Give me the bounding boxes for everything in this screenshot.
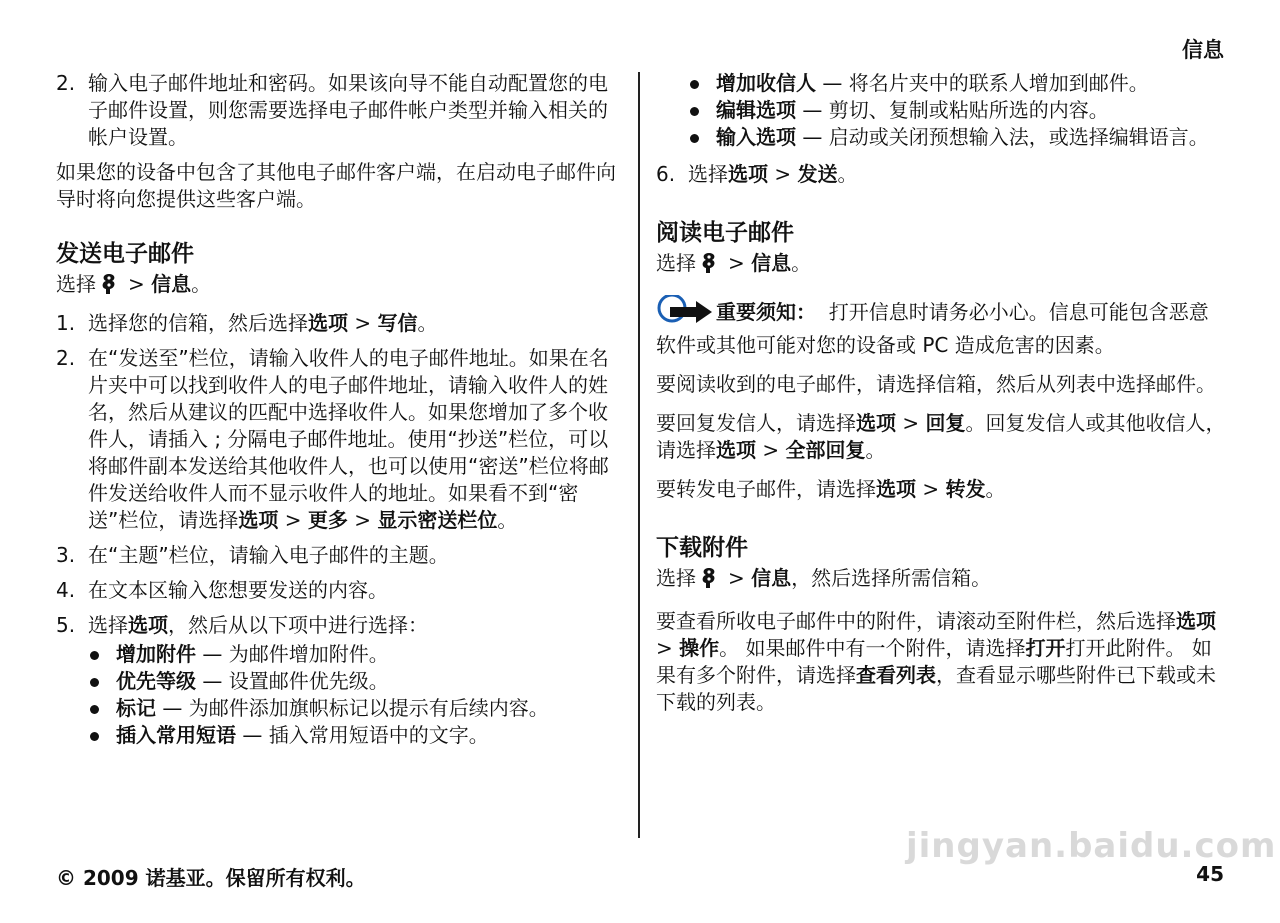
option-list	[56, 641, 624, 749]
page-number: 45	[1196, 862, 1224, 886]
list-item: 6. 选择选项 > 发送。	[656, 162, 858, 186]
paragraph: 如果您的设备中包含了其他电子邮件客户端，在启动电子邮件向导时将向您提供这些客户端。	[56, 160, 616, 211]
important-notice: 重要须知： 打开信息时请务必小心。信息可能包含恶意软件或其他可能对您的设备或 PC 造成危害的因素。	[656, 295, 1226, 359]
menu-key-icon	[100, 273, 118, 302]
list-item: 输入选项 — 启动或关闭预想输入法，或选择编辑语言。	[716, 124, 1226, 151]
menu-path: 选择 > 信息。	[656, 250, 1226, 281]
menu-path: 选择 > 信息。	[56, 271, 624, 302]
list-item: 优先等级 — 设置邮件优先级。	[116, 668, 624, 695]
warning-arrow-icon	[656, 295, 714, 332]
list-item: 4. 在文本区输入您想要发送的内容。	[56, 578, 388, 602]
menu-key-icon	[700, 567, 718, 596]
column-divider	[638, 72, 640, 838]
list-item: 2. 在“发送至”栏位，请输入收件人的电子邮件地址。如果在名片夹中可以找到收件人的电子邮件地址，请输入收件人的姓名，然后从建议的匹配中选择收件人。如果您增加了多个收件人，请插入 ; 分隔电子邮件地址。使用“抄送”栏位，可以将邮件副本发送给其他收件人，也可以使用“密送”栏位将邮件发送给收件人而不显示收件人的地址。如果看不到“密送”栏位，请选择选项 > 更多 > 显示密送栏位。	[56, 346, 609, 532]
list-item: 3. 在“主题”栏位，请输入电子邮件的主题。	[56, 543, 449, 567]
list-item: 标记 — 为邮件添加旗帜标记以提示有后续内容。	[116, 695, 624, 722]
list-item: 编辑选项 — 剪切、复制或粘贴所选的内容。	[716, 97, 1226, 124]
heading-download-attachments: 下载附件	[656, 535, 748, 561]
list-item: 2. 输入电子邮件地址和密码。如果该向导不能自动配置您的电子邮件设置，则您需要选择电子邮件帐户类型并输入相关的帐户设置。	[56, 71, 608, 149]
left-column	[56, 70, 624, 759]
menu-path: 选择 > 信息，然后选择所需信箱。	[656, 565, 1226, 596]
paragraph: 要阅读收到的电子邮件，请选择信箱，然后从列表中选择邮件。	[656, 372, 1216, 396]
paragraph: 要回复发信人，请选择选项 > 回复。回复发信人或其他收信人，请选择选项 > 全部回复。	[656, 411, 1226, 462]
menu-key-icon	[700, 252, 718, 281]
paragraph: 要查看所收电子邮件中的附件，请滚动至附件栏，然后选择选项 > 操作。 如果邮件中有一个附件，请选择打开打开此附件。 如果有多个附件，请选择查看列表，查看显示哪些附件已下载或未下载的列表。	[656, 609, 1216, 714]
list-item: 1. 选择您的信箱，然后选择选项 > 写信。	[56, 311, 438, 335]
list-item: 插入常用短语 — 插入常用短语中的文字。	[116, 722, 624, 749]
copyright: © 2009 诺基亚。保留所有权利。	[56, 866, 366, 890]
watermark: jingyan.baidu.com	[906, 826, 1277, 866]
heading-read-email: 阅读电子邮件	[656, 220, 794, 246]
list-item: 增加收信人 — 将名片夹中的联系人增加到邮件。	[716, 70, 1226, 97]
list-item: 5. 选择选项，然后从以下项中进行选择：	[56, 613, 428, 637]
right-column	[656, 70, 1226, 728]
list-item: 增加附件 — 为邮件增加附件。	[116, 641, 624, 668]
paragraph: 要转发电子邮件，请选择选项 > 转发。	[656, 477, 1006, 501]
heading-send-email: 发送电子邮件	[56, 241, 194, 267]
section-title: 信息	[1182, 38, 1224, 62]
option-list	[656, 70, 1226, 151]
